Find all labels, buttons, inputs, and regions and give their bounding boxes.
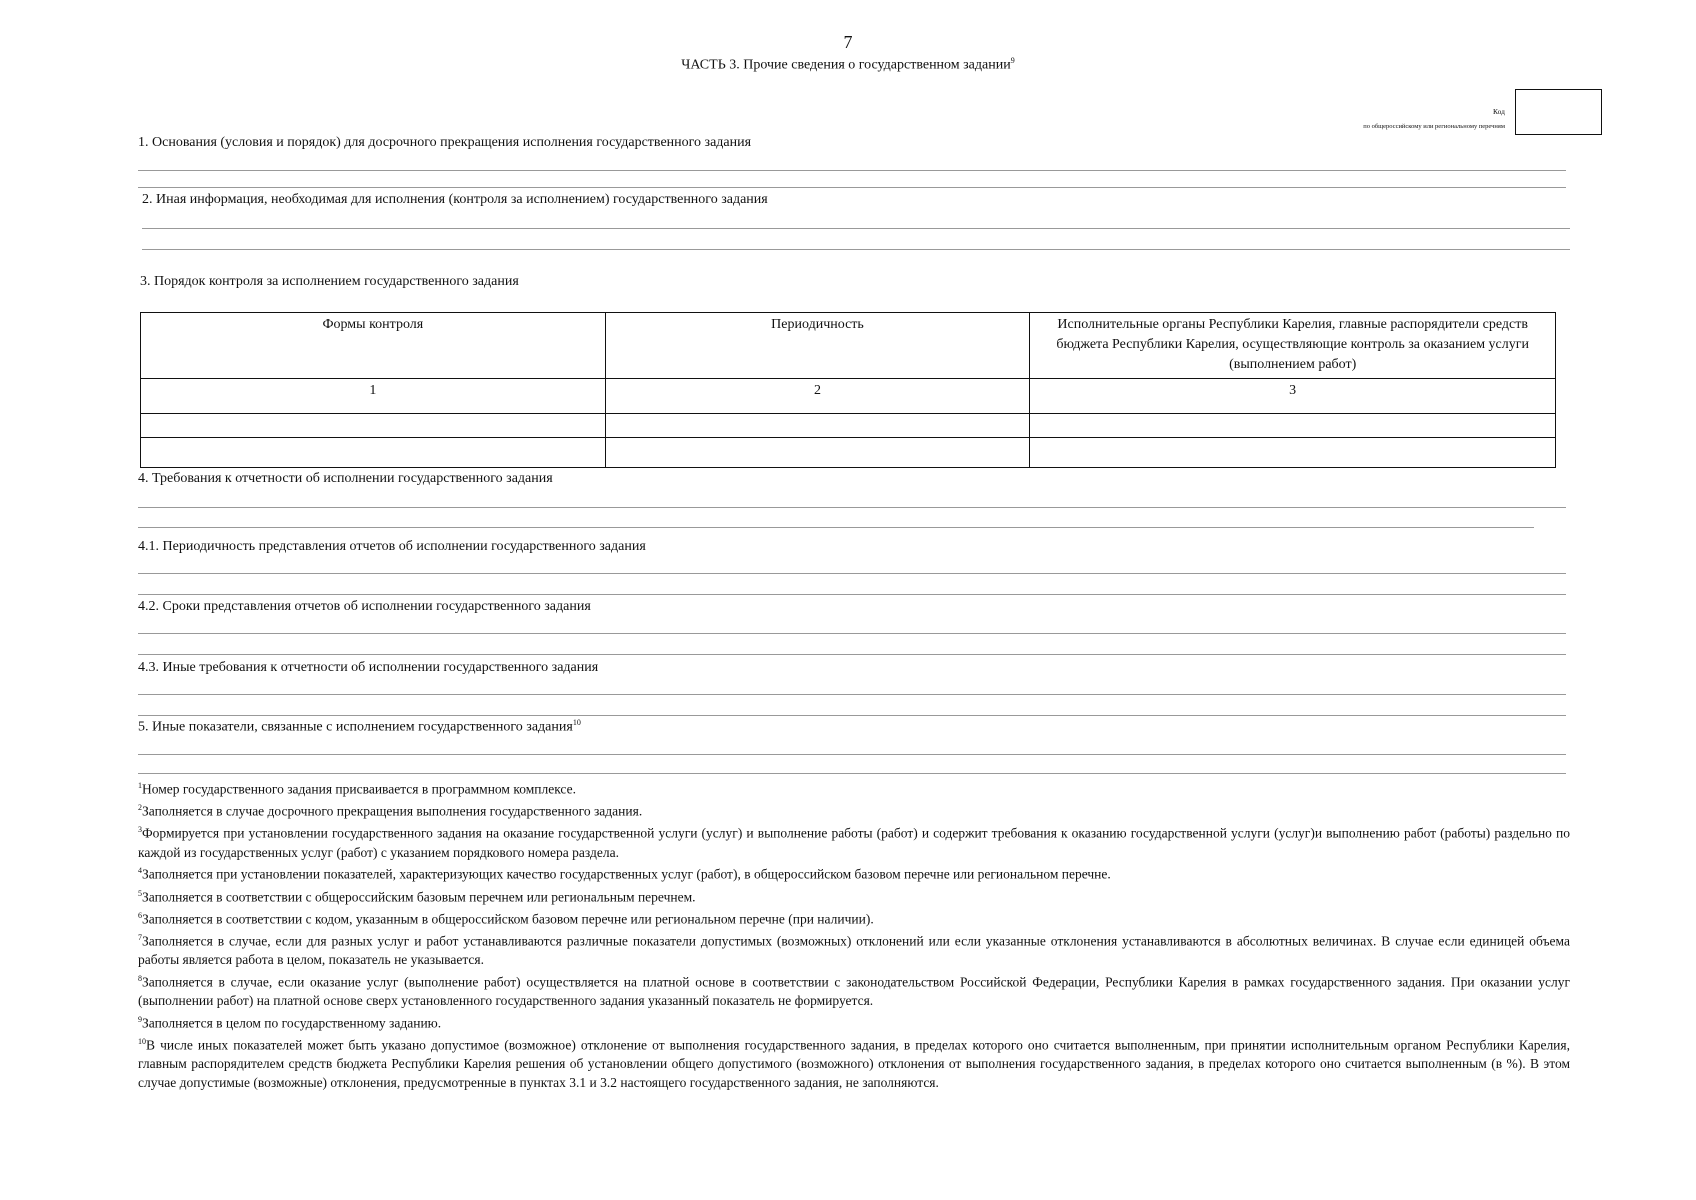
table-cell[interactable] [1030,438,1556,468]
section-4-2-line-1 [138,633,1566,634]
section-5-heading-text: 5. Иные показатели, связанные с исполнением государственного задания [138,719,573,735]
section-5-line-1 [138,754,1566,755]
footnote-number: 1 [138,781,142,790]
footnote-3 [138,821,1570,862]
section-4-line-1 [138,507,1566,508]
footnote-number: 2 [138,803,142,813]
footnote-text: Формируется при установлении государственного задания на оказание государственной услуги (услуг) и выполнение работы (работ) и содержит требования к оказанию государственной услуги (услуг)и выполнению работ (работы) раздельно по каждой из государственных услуг (работ) с указанием порядкового номера раздела. [138,825,1570,860]
table-header-cell: Исполнительные органы Республики Карелия, главные распорядители средств бюджета Республики Карелия, осуществляющие контроль за оказанием услуги (выполнением работ) [1030,313,1556,379]
footnote-number: 5 [138,888,142,898]
section-4-1-line-2 [138,594,1566,595]
footnote-text: Заполняется в соответствии с общероссийским базовым перечнем или региональным перечнем. [142,889,696,905]
section-4-3-heading: 4.3. Иные требования к отчетности об исполнении государственного задания [138,660,599,675]
code-label: Код [1493,107,1505,116]
section-2-line-1 [142,228,1570,229]
section-4-3-line-2 [138,715,1566,716]
control-table [140,312,1556,468]
footnote-number: 7 [138,932,142,942]
footnote-2 [138,799,1570,821]
footnote-number: 4 [138,866,142,876]
table-row [141,438,1556,468]
table-row [141,414,1556,438]
section-1-line-2 [138,187,1566,188]
section-3-heading: 3. Порядок контроля за исполнением государственного задания [140,274,519,289]
footnote-8 [138,970,1570,1011]
table-cell[interactable] [605,438,1030,468]
part-title-footnote-ref: 9 [1010,56,1015,65]
section-4-heading: 4. Требования к отчетности об исполнении государственного задания [138,471,553,486]
table-number-row [141,379,1556,414]
section-2-heading: 2. Иная информация, необходимая для исполнения (контроля за исполнением) государственного задания [142,192,768,207]
footnote-4 [138,862,1570,884]
page-number: 7 [843,32,853,52]
section-4-2-heading: 4.2. Сроки представления отчетов об исполнении государственного задания [138,599,591,614]
footnote-1 [138,777,1570,799]
section-4-1-line-1 [138,573,1566,574]
section-1-line-1 [138,170,1566,171]
footnote-number: 6 [138,910,142,920]
section-4-line-2 [138,527,1534,528]
section-1-heading: 1. Основания (условия и порядок) для досрочного прекращения исполнения государственного задания [138,135,752,150]
footnote-number: 10 [138,1036,146,1046]
section-5-footnote-ref: 10 [572,718,581,727]
footnote-number: 8 [138,973,142,983]
footnote-5 [138,885,1570,907]
section-4-3-line-1 [138,694,1566,695]
footnotes [138,777,1570,1093]
table-cell[interactable] [141,414,606,438]
footnote-9 [138,1011,1570,1033]
part-title [0,56,1696,74]
footnote-10 [138,1033,1570,1093]
code-input-box[interactable] [1515,89,1602,135]
table-number-cell: 2 [605,379,1030,414]
footnote-text: Заполняется в случае, если оказание услуг (выполнение работ) осуществляется на платной основе в соответствии с законодательством Российской Федерации, Республики Карелия в рамках государственного задания. При оказании услуг (выполнении работ) на платной основе сверх установленного государственного задания указанный показатель не формируется. [138,974,1570,1009]
section-4-2-line-2 [138,654,1566,655]
table-number-cell: 3 [1030,379,1556,414]
footnote-number: 9 [138,1014,142,1024]
section-2-line-2 [142,249,1570,250]
footnote-text: Заполняется при установлении показателей, характеризующих качество государственных услуг (работ), в общероссийском базовом перечне или региональном перечне. [142,866,1111,882]
table-header-cell: Периодичность [605,313,1030,379]
footnote-text: Заполняется в случае, если для разных услуг и работ устанавливаются различные показатели допустимых (возможных) отклонений или если указанные отклонения устанавливаются в абсолютных величинах. В случае если единицей объема работы является работа в целом, показатель не указывается. [138,933,1570,968]
footnote-6 [138,907,1570,929]
footnote-7 [138,929,1570,970]
part-title-text: ЧАСТЬ 3. Прочие сведения о государственном задании [681,57,1011,73]
table-number-cell: 1 [141,379,606,414]
table-cell[interactable] [1030,414,1556,438]
table-cell[interactable] [605,414,1030,438]
section-5-heading [138,718,581,736]
footnote-number: 3 [138,825,142,835]
footnote-text: Заполняется в целом по государственному заданию. [142,1015,442,1031]
table-header-cell: Формы контроля [141,313,606,379]
section-4-1-heading: 4.1. Периодичность представления отчетов об исполнении государственного задания [138,539,646,554]
section-5-line-2 [138,773,1566,774]
footnote-text: В числе иных показателей может быть указано допустимое (возможное) отклонение от выполнения государственного задания, в пределах которого оно считается выполненным, при принятии исполнительным органом Республики Карелия, главным распорядителем средств бюджета Республики Карелия решения об установлении общего допустимого (возможного) отклонения от выполнения государственного задания, в пределах которого оно считается выполненным (в %). В этом случае допустимые (возможные) отклонения, предусмотренные в пунктах 3.1 и 3.2 настоящего государственного задания, не заполняются. [138,1037,1570,1090]
table-header-row [141,313,1556,379]
footnote-text: Номер государственного задания присваивается в программном комплексе. [142,781,576,797]
table-cell[interactable] [141,438,606,468]
footnote-text: Заполняется в соответствии с кодом, указанным в общероссийском базовом перечне или региональном перечне (при наличии). [142,911,874,927]
code-sublabel: по общероссийскому или региональному перечням [1363,123,1505,130]
footnote-text: Заполняется в случае досрочного прекращения выполнения государственного задания. [142,803,643,819]
